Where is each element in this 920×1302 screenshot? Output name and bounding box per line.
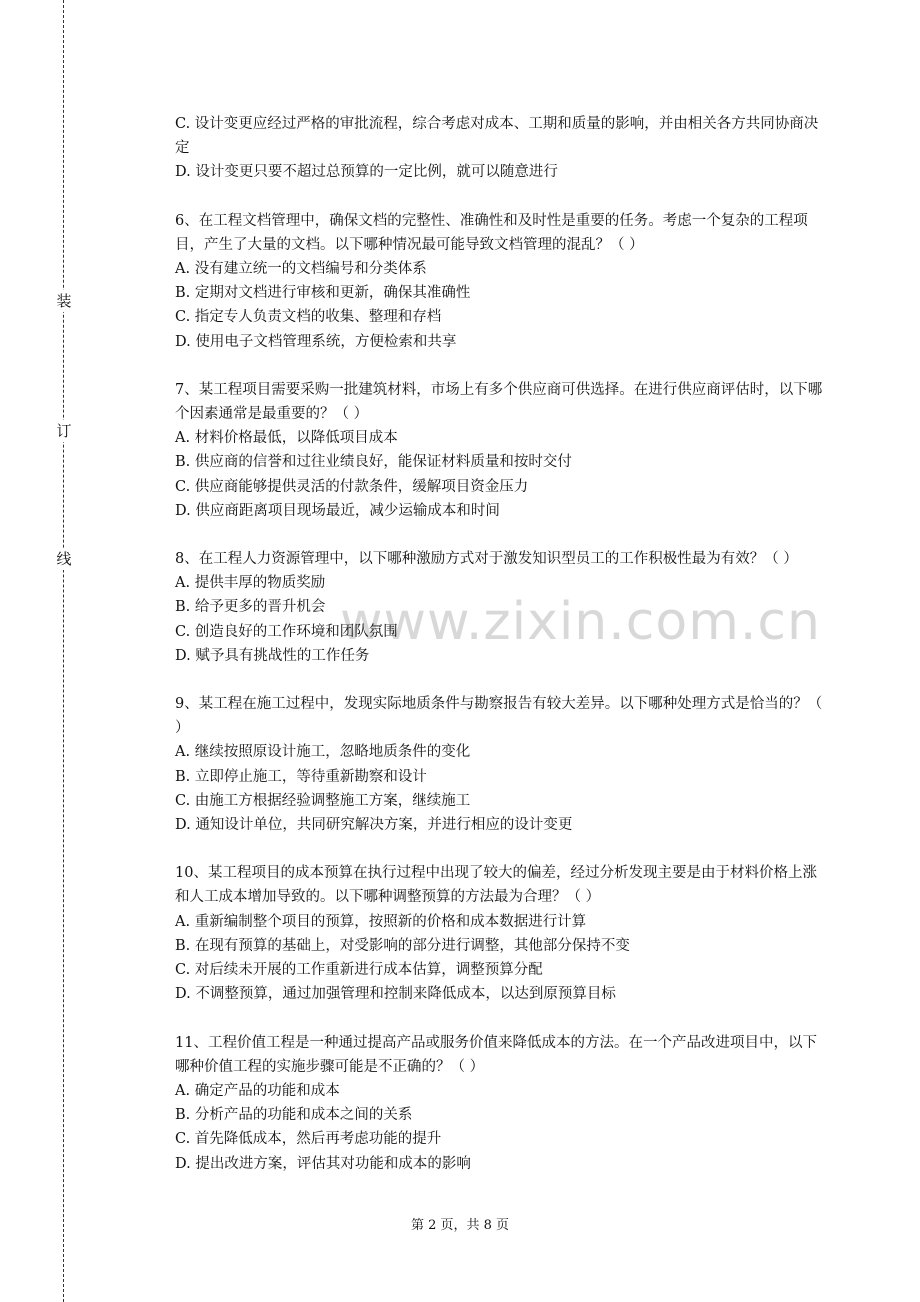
question-block [175, 378, 823, 523]
question-list [175, 209, 823, 1176]
question-option: A. 继续按照原设计施工，忽略地质条件的变化 [175, 744, 471, 761]
question-option: A. 重新编制整个项目的预算，按照新的价格和成本数据进行计算 [175, 913, 587, 930]
question-block [175, 547, 823, 668]
question-option: A. 提供丰厚的物质奖励 [175, 575, 326, 592]
question-option: D. 提出改进方案，评估其对功能和成本的影响 [175, 1155, 471, 1172]
question-option: B. 定期对文档进行审核和更新，确保其准确性 [175, 285, 471, 302]
option-d-continued: D. 设计变更只要不超过总预算的一定比例，就可以随意进行 [175, 164, 558, 181]
question-text: 9、某工程在施工过程中，发现实际地质条件与勘察报告有较大差异。以下哪种处理方式是恰当的？（ ） [175, 696, 823, 737]
question-text: 7、某工程项目需要采购一批建筑材料，市场上有多个供应商可供选择。在进行供应商评估时，以下哪个因素通常是最重要的？（ ） [175, 381, 823, 423]
option-c-continued: C. 设计变更应经过严格的审批流程，综合考虑对成本、工期和质量的影响，并由相关各方共同协商决定 [175, 116, 819, 157]
question-text: 11、工程价值工程是一种通过提高产品或服务价值来降低成本的方法。在一个产品改进项目中，以下哪种价值工程的实施步骤可能是不正确的？（ ） [175, 1034, 817, 1075]
question-option: B. 分析产品的功能和成本之间的关系 [175, 1107, 413, 1124]
question-option: B. 立即停止施工，等待重新勘察和设计 [175, 768, 427, 785]
question-option: B. 供应商的信誉和过往业绩良好，能保证材料质量和按时交付 [175, 454, 572, 471]
page-footer: 第 2 页，共 8 页 [410, 1218, 510, 1233]
question-option: C. 首先降低成本，然后再考虑功能的提升 [175, 1131, 442, 1148]
question-block [175, 1031, 823, 1176]
binding-dashed-line [63, 0, 64, 1302]
question-block [175, 692, 823, 837]
question-option: C. 由施工方根据经验调整施工方案，继续施工 [175, 792, 471, 809]
question-option: D. 通知设计单位，共同研究解决方案，并进行相应的设计变更 [175, 817, 573, 834]
question-option: D. 使用电子文档管理系统，方便检索和共享 [175, 333, 457, 350]
question-option: B. 给予更多的晋升机会 [175, 599, 326, 616]
watermark: www.zixin.com.cn [340, 592, 821, 652]
question-block [175, 861, 823, 1006]
carried-over-options [175, 112, 823, 185]
question-option: C. 对后续未开展的工作重新进行成本估算，调整预算分配 [175, 962, 543, 979]
binding-char-zhuang: 装 [54, 290, 74, 312]
question-text: 8、在工程人力资源管理中，以下哪种激励方式对于激发知识型员工的工作积极性最为有效？（ ） [175, 551, 798, 568]
question-option: C. 供应商能够提供灵活的付款条件，缓解项目资金压力 [175, 478, 529, 495]
question-option: A. 材料价格最低，以降低项目成本 [175, 430, 398, 447]
question-option: C. 创造良好的工作环境和团队氛围 [175, 623, 398, 640]
question-option: C. 指定专人负责文档的收集、整理和存档 [175, 309, 442, 326]
question-block [175, 209, 823, 354]
binding-char-ding: 订 [54, 420, 74, 442]
question-option: A. 确定产品的功能和成本 [175, 1082, 340, 1099]
question-option: D. 赋予具有挑战性的工作任务 [175, 647, 370, 664]
exam-content [175, 112, 823, 1200]
question-option: A. 没有建立统一的文档编号和分类体系 [175, 261, 427, 278]
question-option: D. 供应商距离项目现场最近，减少运输成本和时间 [175, 502, 500, 519]
binding-char-xian: 线 [54, 548, 74, 570]
question-option: B. 在现有预算的基础上，对受影响的部分进行调整，其他部分保持不变 [175, 937, 630, 954]
question-text: 6、在工程文档管理中，确保文档的完整性、准确性和及时性是重要的任务。考虑一个复杂的工程项目，产生了大量的文档。以下哪种情况最可能导致文档管理的混乱？（ ） [175, 212, 808, 253]
question-option: D. 不调整预算，通过加强管理和控制来降低成本，以达到原预算目标 [175, 986, 616, 1003]
question-text: 10、某工程项目的成本预算在执行过程中出现了较大的偏差，经过分析发现主要是由于材料价格上涨和人工成本增加导致的。以下哪种调整预算的方法最为合理？（ ） [175, 865, 817, 906]
